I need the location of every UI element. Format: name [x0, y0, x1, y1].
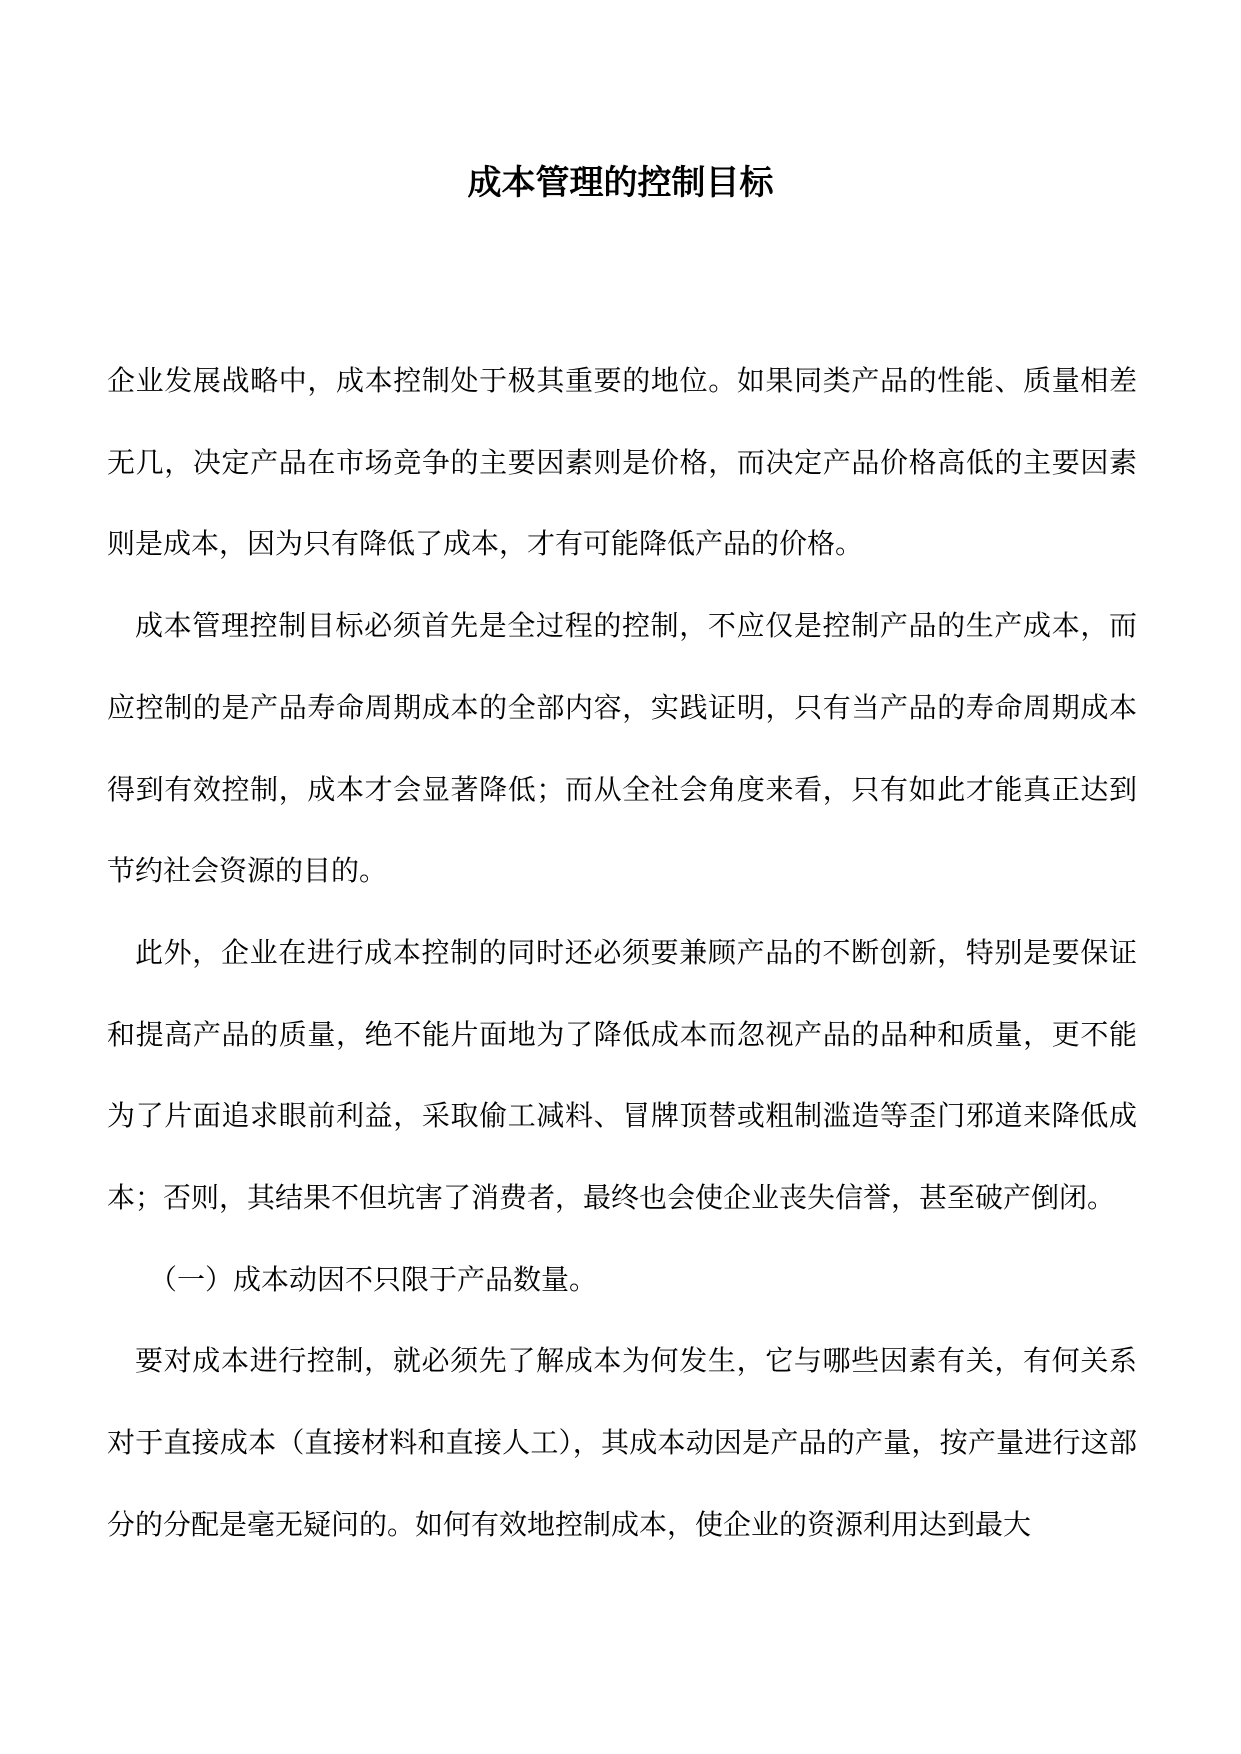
paragraph-3: 此外，企业在进行成本控制的同时还必须要兼顾产品的不断创新，特别是要保证和提高产品的质量，绝不能片面地为了降低成本而忽视产品的品种和质量，更不能为了片面追求眼前利益，采取偷工减料、冒牌顶替或粗制滥造等歪门邪道来降低成本；否则，其结果不但坑害了消费者，最终也会使企业丧失信誉，甚至破产倒闭。 [107, 935, 1137, 1215]
section-heading: （一）成本动因不只限于产品数量。 [149, 1262, 598, 1296]
paragraph-2: 成本管理控制目标必须首先是全过程的控制，不应仅是控制产品的生产成本，而应控制的是产品寿命周期成本的全部内容，实践证明，只有当产品的寿命周期成本得到有效控制，成本才会显著降低；而从全社会角度来看，只有如此才能真正达到节约社会资源的目的。 [107, 609, 1137, 888]
paragraph-1: 企业发展战略中，成本控制处于极其重要的地位。如果同类产品的性能、质量相差无几，决定产品在市场竞争的主要因素则是价格，而决定产品价格高低的主要因素则是成本，因为只有降低了成本，才有可能降低产品的价格。 [107, 364, 1137, 561]
page-title: 成本管理的控制目标 [467, 163, 774, 203]
paragraph-4: 要对成本进行控制，就必须先了解成本为何发生，它与哪些因素有关，有何关系对于直接成本（直接材料和直接人工），其成本动因是产品的产量，按产量进行这部分的分配是毫无疑问的。如何有效地控制成本，使企业的资源利用达到最大 [107, 1344, 1137, 1541]
document-body [107, 340, 1137, 1566]
